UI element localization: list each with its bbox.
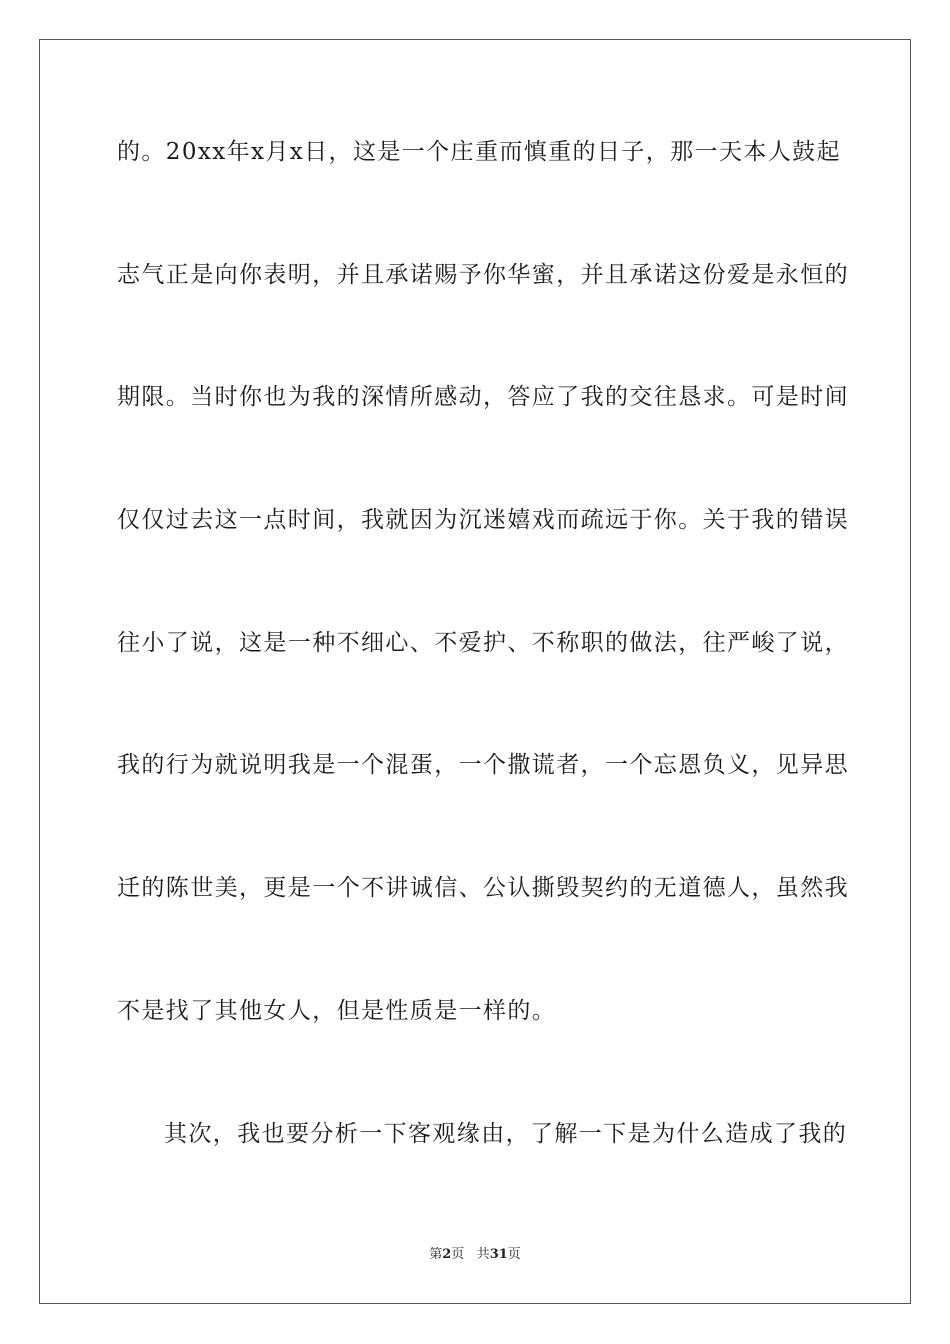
text-line-1: 的。20xx年x月x日，这是一个庄重而慎重的日子，那一天本人鼓起 — [117, 139, 841, 165]
total-pages: 31 — [489, 1247, 508, 1262]
page-number: 2 — [442, 1247, 452, 1262]
text-line-7: 迁的陈世美，更是一个不讲诚信、公认撕毁契约的无道德人，虽然我 — [117, 875, 849, 901]
text-line-2: 志气正是向你表明，并且承诺赐予你华蜜，并且承诺这份爱是永恒的 — [117, 262, 849, 288]
text-line-8: 不是找了其他女人，但是性质是一样的。 — [117, 998, 557, 1024]
page-label-prefix: 第 — [429, 1247, 443, 1262]
text-line-5: 往小了说，这是一种不细心、不爱护、不称职的做法，往严峻了说， — [117, 630, 849, 656]
total-label-suffix: 页 — [507, 1247, 521, 1262]
text-line-9: 其次，我也要分析一下客观缘由，了解一下是为什么造成了我的 — [164, 1121, 848, 1147]
page-footer — [0, 1246, 950, 1264]
page-frame — [39, 39, 911, 1304]
text-line-3: 期限。当时你也为我的深情所感动，答应了我的交往恳求。可是时间 — [117, 384, 849, 410]
page-label-suffix: 页 — [451, 1247, 465, 1262]
total-label-prefix: 共 — [476, 1247, 490, 1262]
text-line-4: 仅仅过去这一点时间，我就因为沉迷嬉戏而疏远于你。关于我的错误 — [117, 507, 849, 533]
text-line-6: 我的行为就说明我是一个混蛋，一个撒谎者，一个忘恩负义，见异思 — [117, 752, 849, 778]
